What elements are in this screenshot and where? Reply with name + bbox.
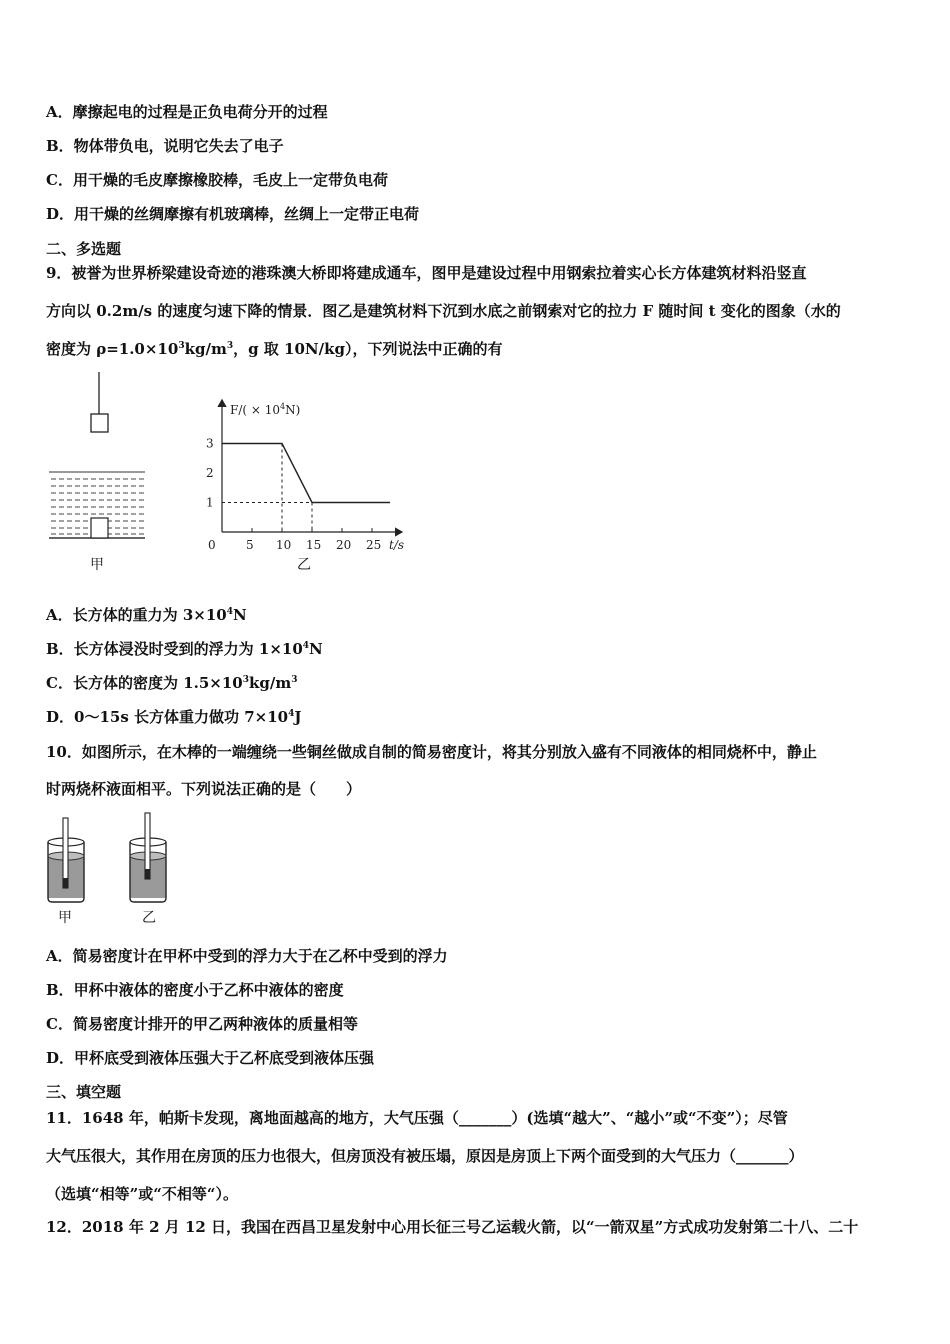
x-tick-label: 20 [336,538,352,552]
q9-figure-jia [44,368,154,578]
q9-figure-yi-chart [196,392,416,560]
q9-figure-jia-label: 甲 [90,557,104,573]
x-tick-label: 25 [366,538,382,552]
q8-option-d: D．用干燥的丝绸摩擦有机玻璃棒，丝绸上一定带正电荷 [46,205,420,223]
q8-option-c: C．用干燥的毛皮摩擦橡胶棒，毛皮上一定带负电荷 [46,171,388,189]
q9-option-a [46,605,247,625]
q8-option-a: A．摩擦起电的过程是正负电荷分开的过程 [46,103,328,121]
cuboid-on-bottom [91,518,108,538]
q10-stem-line2: 时两烧杯液面相平。下列说法正确的是（ ） [46,780,362,798]
q9-option-c-exp: 3 [242,675,249,685]
section-heading-fill-blank: 三、填空题 [46,1083,122,1101]
q9-option-c [46,673,297,693]
y-tick-label: 3 [206,436,214,451]
q9-option-c-unit: kg/m [248,674,292,692]
section-heading-multi-choice: 二、多选题 [46,240,122,258]
q9-option-b-exp: 4 [302,641,310,651]
q9-option-b-unit: N [309,640,323,658]
q9-option-b-text: B．长方体浸没时受到的浮力为 1×10 [46,640,303,658]
q9-stem-line2: 方向以 0.2m/s 的速度匀速下降的情景．图乙是建筑材料下沉到水底之前钢索对它的拉力 F 随时间 t 变化的图象（水的 [46,302,841,320]
y-tick-label: 1 [206,495,214,510]
series-line-F [222,444,390,503]
q10-option-b: B．甲杯中液体的密度小于乙杯中液体的密度 [46,981,344,999]
q9-stem-tail: ，g 取 10N/kg），下列说法中正确的有 [233,340,503,358]
q10-stem-line1: 10．如图所示，在木棒的一端缠绕一些铜丝做成自制的简易密度计，将其分别放入盛有不同液体的相同烧杯中，静止 [46,743,817,761]
x-tick-label: 0 [208,538,216,552]
q9-density-unit-exp: 3 [226,341,234,351]
y-axis-label: $F/( \times 10^4N)$ [230,402,301,417]
q8-option-b: B．物体带负电，说明它失去了电子 [46,137,284,155]
q10-option-a: A．简易密度计在甲杯中受到的浮力大于在乙杯中受到的浮力 [46,947,448,965]
beaker-yi [130,813,166,902]
q9-density-text: 密度为 ρ=1.0×10 [46,340,179,358]
q9-density-exp: 3 [178,341,185,351]
q9-option-d-unit: J [294,708,302,726]
q10-figure-jia-label: 甲 [58,910,72,926]
q9-option-d-exp: 4 [288,709,295,719]
y-tick-label: 2 [206,466,214,480]
q12-line1: 12．2018 年 2 月 12 日，我国在西昌卫星发射中心用长征三号乙运载火箭，以“一箭双星”方式成功发射第二十八、二十 [46,1218,859,1236]
q11-line3: （选填“相等”或“不相等“）。 [46,1185,239,1203]
q9-option-c-unit-exp: 3 [291,675,298,685]
densimeter-jia [63,818,68,888]
q9-stem-line1: 9．被誉为世界桥梁建设奇迹的港珠澳大桥即将建成通车，图甲是建设过程中用钢索拉着实心长方体建筑材料沿竖直 [46,264,807,282]
beaker-jia [48,818,84,902]
q9-option-d-text: D．0～15s 长方体重力做功 7×10 [46,708,289,726]
q11-line1: 11．1648 年，帕斯卡发现，离地面越高的地方，大气压强（_______）(选填“越大”、“越小”或“不变”）；尽管 [46,1109,788,1127]
q10-figure-yi-label: 乙 [142,910,156,926]
q9-option-d [46,707,301,727]
q9-density-unit: kg/m [184,340,227,358]
q9-option-c-text: C．长方体的密度为 1.5×10 [46,674,243,692]
q9-figure-yi-label: 乙 [297,557,311,573]
q9-option-a-exp: 4 [226,607,234,617]
q9-option-b [46,639,323,659]
q10-option-c: C．简易密度计排开的甲乙两种液体的质量相等 [46,1015,358,1033]
q10-option-d: D．甲杯底受到液体压强大于乙杯底受到液体压强 [46,1049,375,1067]
q9-option-a-unit: N [233,606,247,624]
x-tick-label: 5 [246,538,254,552]
q10-figure-beakers [40,812,180,912]
q11-line2: 大气压很大，其作用在房顶的压力也很大，但房顶没有被压塌，原因是房顶上下两个面受到的大气压力（_______） [46,1147,804,1165]
x-tick-label: 15 [306,538,322,552]
cuboid-material [91,414,108,432]
x-axis-label: t/s [389,538,405,552]
x-tick-label: 10 [276,538,292,552]
q9-option-a-text: A．长方体的重力为 3×10 [46,606,227,624]
q9-stem-line3 [46,339,502,359]
